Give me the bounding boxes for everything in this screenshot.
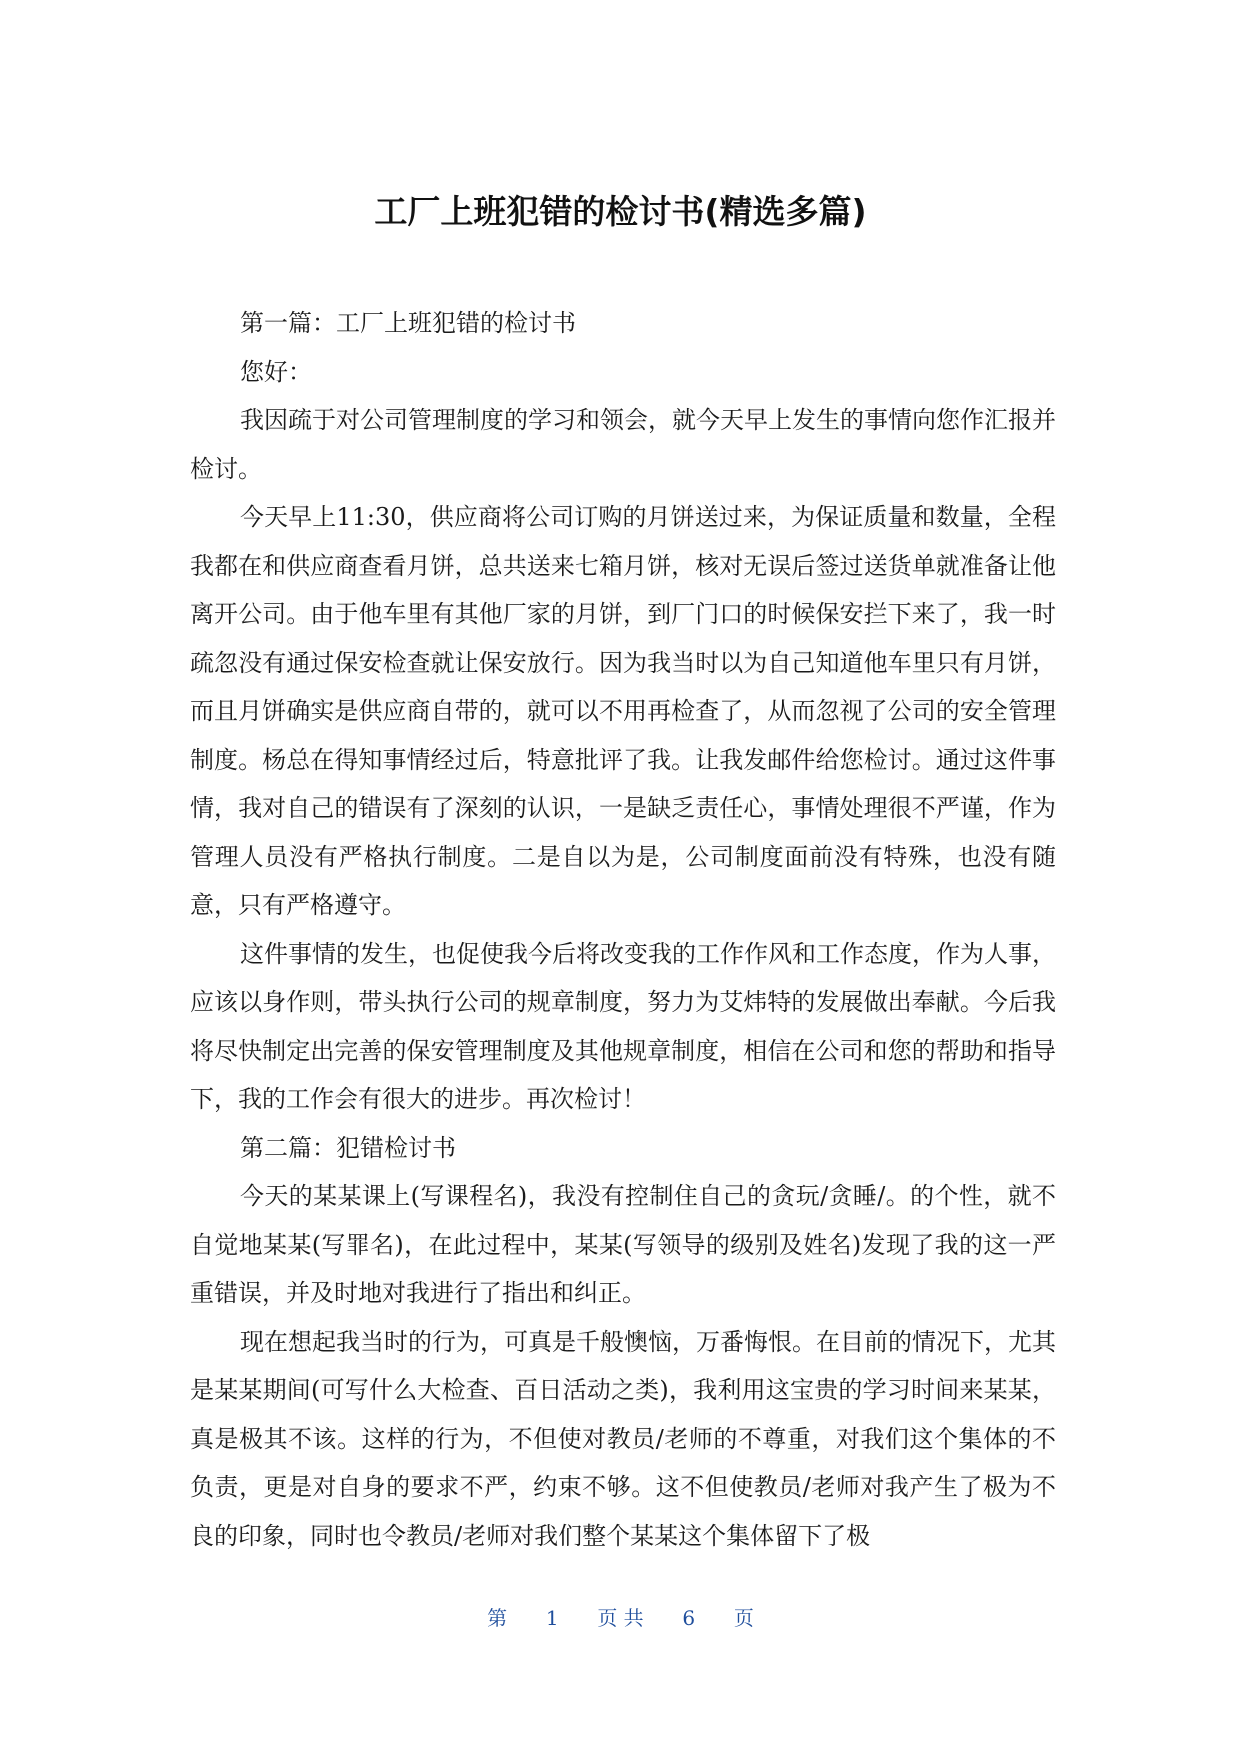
document-body — [190, 299, 1056, 1560]
total-page-count: 6 — [682, 1606, 696, 1630]
section-heading-2: 第二篇：犯错检讨书 — [240, 1133, 456, 1162]
greeting: 您好： — [240, 357, 312, 386]
document-title: 工厂上班犯错的检讨书(精选多篇) — [374, 192, 867, 231]
footer-suffix: 页 — [733, 1606, 754, 1630]
current-page-number: 1 — [545, 1606, 559, 1630]
footer-middle: 页 共 — [597, 1606, 644, 1630]
paragraph: 今天的某某课上(写课程名)，我没有控制住自己的贪玩/贪睡/。的个性，就不自觉地某某(写罪名)，在此过程中，某某(写领导的级别及姓名)发现了我的这一严重错误，并及时地对我进行了指出和纠正。 — [190, 1182, 1056, 1307]
section-heading-1: 第一篇：工厂上班犯错的检讨书 — [240, 309, 576, 337]
paragraph: 现在想起我当时的行为，可真是千般懊恼，万番悔恨。在目前的情况下，尤其是某某期间(可写什么大检查、百日活动之类)，我利用这宝贵的学习时间来某某，真是极其不该。这样的行为，不但使对教员/老师的不尊重，对我们这个集体的不负责，更是对自身的要求不严，约束不够。这不但使教员/老师对我产生了极为不良的印象，同时也令教员/老师对我们整个某某这个集体留下了极 — [190, 1327, 1056, 1550]
page-footer — [0, 1602, 1241, 1631]
paragraph: 我因疏于对公司管理制度的学习和领会，就今天早上发生的事情向您作汇报并检讨。 — [190, 406, 1056, 483]
footer-prefix: 第 — [487, 1606, 508, 1630]
paragraph: 这件事情的发生，也促使我今后将改变我的工作作风和工作态度，作为人事，应该以身作则，带头执行公司的规章制度，努力为艾炜特的发展做出奉献。今后我将尽快制定出完善的保安管理制度及其他规章制度，相信在公司和您的帮助和指导下，我的工作会有很大的进步。再次检讨！ — [190, 939, 1056, 1113]
paragraph: 今天早上11:30，供应商将公司订购的月饼送过来，为保证质量和数量，全程我都在和供应商查看月饼，总共送来七箱月饼，核对无误后签过送货单就准备让他离开公司。由于他车里有其他厂家的月饼，到厂门口的时候保安拦下来了，我一时疏忽没有通过保安检查就让保安放行。因为我当时以为自己知道他车里只有月饼，而且月饼确实是供应商自带的，就可以不用再检查了，从而忽视了公司的安全管理制度。杨总在得知事情经过后，特意批评了我。让我发邮件给您检讨。通过这件事情，我对自己的错误有了深刻的认识，一是缺乏责任心，事情处理很不严谨，作为管理人员没有严格执行制度。二是自以为是，公司制度面前没有特殊，也没有随意，只有严格遵守。 — [190, 503, 1056, 919]
